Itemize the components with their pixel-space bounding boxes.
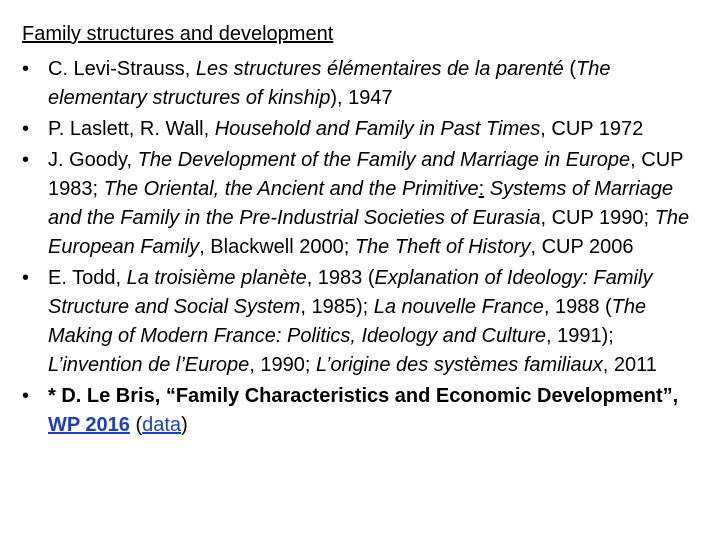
book-title: L’invention de l’Europe <box>48 354 250 376</box>
book-title: L’origine des systèmes familiaux <box>315 354 603 376</box>
author: E. Todd, <box>48 267 127 289</box>
text: , CUP 2006 <box>530 236 634 258</box>
author: C. Levi-Strauss, <box>48 58 196 80</box>
list-item <box>48 146 710 262</box>
highlighted-reference: * D. Le Bris, “Family Characteristics and Economic Development”, <box>48 385 679 407</box>
data-link[interactable]: data <box>142 414 182 436</box>
list-item <box>48 264 710 380</box>
text: , 2011 <box>602 354 657 376</box>
text: , 1985); <box>300 296 374 318</box>
slide-heading: Family structures and development <box>22 23 334 45</box>
text: ( <box>563 58 577 80</box>
book-title: The Making of Modern France: Politics, Ideology and Culture <box>48 296 647 347</box>
book-title: Household and Family in Past Times <box>214 118 541 140</box>
list-item <box>48 115 710 144</box>
book-title: The Theft of History <box>354 236 531 258</box>
book-title: The Development of the Family and Marriage in Europe <box>137 149 631 171</box>
book-title: Explanation of Ideology: Family Structure and Social System <box>48 267 653 318</box>
text: ) <box>181 414 188 436</box>
translated-title: The elementary structures of kinship <box>48 58 611 109</box>
author: J. Goody, <box>48 149 138 171</box>
book-title: Les structures élémentaires de la parenté <box>195 58 564 80</box>
text: ), 1947 <box>330 87 393 109</box>
book-title: The European Family <box>48 207 690 258</box>
underlined-colon: : <box>478 178 485 200</box>
wp-2016-link[interactable]: WP 2016 <box>48 414 130 436</box>
text: , CUP 1972 <box>540 118 644 140</box>
text: ( <box>129 414 143 436</box>
book-title: La troisième planète <box>126 267 307 289</box>
list-item <box>48 382 710 440</box>
text: , CUP 1990; <box>540 207 655 229</box>
book-title: The Oriental, the Ancient and the Primitive <box>103 178 479 200</box>
text: , 1988 ( <box>543 296 612 318</box>
text: , CUP 1983; <box>48 149 684 200</box>
author: P. Laslett, R. Wall, <box>48 118 215 140</box>
list-item <box>48 55 710 113</box>
book-title: Systems of Marriage and the Family in the Pre-Industrial Societies of Eurasia <box>48 178 674 229</box>
book-title: La nouvelle France <box>373 296 544 318</box>
text: , 1990; <box>249 354 316 376</box>
text: , 1991); <box>546 325 614 347</box>
text: , 1983 ( <box>306 267 375 289</box>
reference-list <box>0 55 720 442</box>
text: , Blackwell 2000; <box>199 236 355 258</box>
